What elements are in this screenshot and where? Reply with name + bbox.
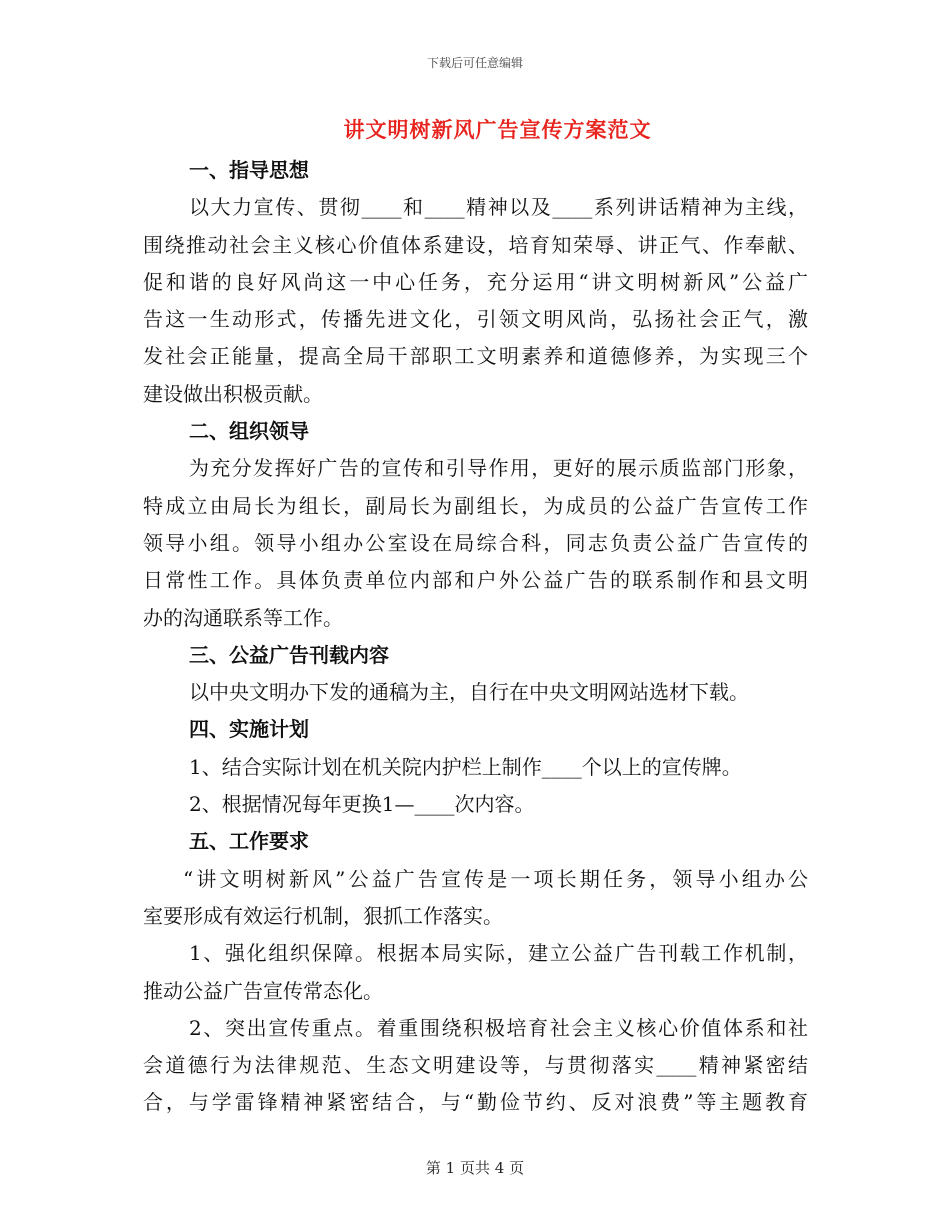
document-body (143, 152, 808, 1122)
paragraph-line: 会道德行为法律规范、生态文明建设等，与贯彻落实____精神紧密结 (143, 1053, 808, 1078)
header-note: 下载后可任意编辑 (426, 56, 523, 70)
paragraph-line: 2、根据情况每年更换1—____次内容。 (189, 792, 535, 817)
paragraph-line: 特成立由局长为组长，副局长为副组长，为成员的公益广告宣传工作 (143, 493, 808, 518)
paragraph-line: 领导小组。领导小组办公室设在局综合科，同志负责公益广告宣传的 (143, 530, 808, 555)
section-heading: 一、指导思想 (189, 158, 309, 182)
section-heading: 五、工作要求 (189, 829, 309, 854)
paragraph-line: 为充分发挥好广告的宣传和引导作用，更好的展示质监部门形象， (189, 456, 808, 481)
section-heading: 三、公益广告刊载内容 (189, 642, 389, 667)
paragraph-line: 办的沟通联系等工作。 (143, 605, 343, 630)
section-heading: 四、实施计划 (189, 717, 309, 742)
paragraph-line: 日常性工作。具体负责单位内部和户外公益广告的联系制作和县文明 (143, 568, 808, 593)
paragraph-line: 推动公益广告宣传常态化。 (143, 978, 383, 1003)
page-number-footer: 第 1 页共 4 页 (425, 1159, 525, 1177)
paragraph-line: 2、突出宣传重点。着重围绕积极培育社会主义核心价值体系和社 (189, 1015, 808, 1040)
paragraph-line: 以大力宣传、贯彻____和____精神以及____系列讲话精神为主线， (189, 195, 808, 220)
section-heading: 二、组织领导 (189, 419, 309, 444)
paragraph-line: 建设做出积极贡献。 (143, 381, 323, 406)
paragraph-line: 促和谐的良好风尚这一中心任务，充分运用“讲文明树新风”公益广 (143, 269, 808, 294)
paragraph-line: 室要形成有效运行机制，狠抓工作落实。 (143, 903, 503, 928)
paragraph-line: 告这一生动形式，传播先进文化，引领文明风尚，弘扬社会正气，激 (143, 307, 808, 332)
paragraph-line: “讲文明树新风”公益广告宣传是一项长期任务，领导小组办公 (183, 866, 808, 891)
paragraph-line: 1、强化组织保障。根据本局实际，建立公益广告刊载工作机制， (189, 941, 808, 966)
document-title: 讲文明树新风广告宣传方案范文 (343, 117, 652, 142)
paragraph-line: 发社会正能量，提高全局干部职工文明素养和道德修养，为实现三个 (143, 344, 808, 369)
paragraph-line: 1、结合实际计划在机关院内护栏上制作____个以上的宣传牌。 (189, 754, 742, 779)
paragraph-line: 以中央文明办下发的通稿为主，自行在中央文明网站选材下载。 (189, 680, 749, 705)
paragraph-line: 围绕推动社会主义核心价值体系建设，培育知荣辱、讲正气、作奉献、 (143, 232, 808, 257)
paragraph-line: 合，与学雷锋精神紧密结合，与“勤俭节约、反对浪费”等主题教育 (143, 1090, 808, 1115)
